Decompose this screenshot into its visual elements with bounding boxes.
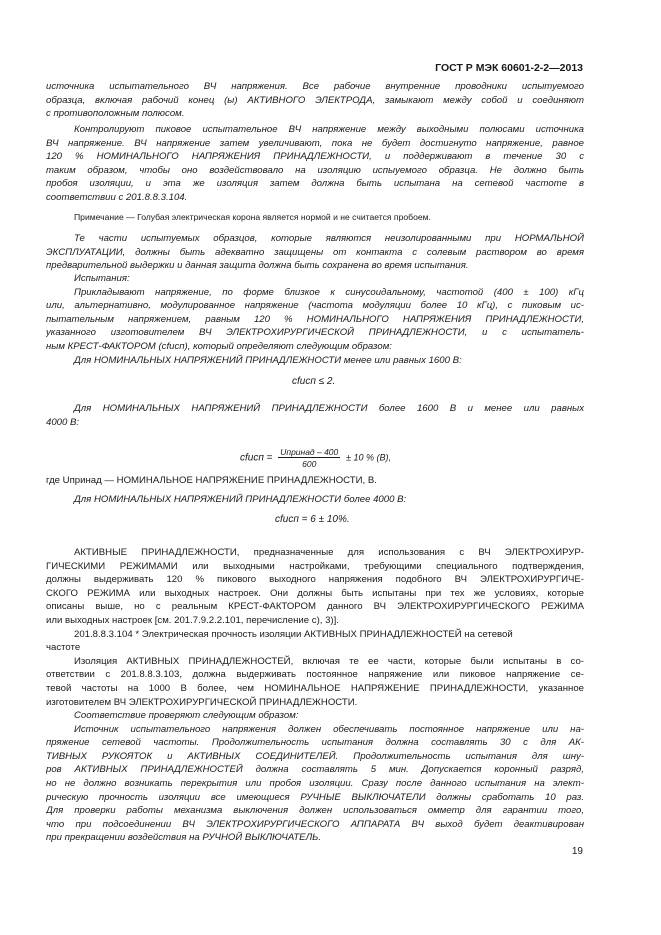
text-line: пытательным напряжением, равным 120 % НОМИНАЛЬНОГО НАПРЯЖЕНИЯ ПРИНАДЛЕЖНОСТИ,	[46, 313, 584, 325]
text-line: указанного изготовителем ВЧ ЭЛЕКТРОХИРУРГИЧЕСКОЙ ПРИНАДЛЕЖНОСТИ, и с испытатель-	[46, 327, 584, 339]
text-line: Контролируют пиковое испытательное ВЧ напряжение между выходными полюсами источника	[74, 124, 584, 135]
document-header: ГОСТ Р МЭК 60601-2-2—2013	[435, 62, 583, 74]
text-line: с противоположным полюсом.	[46, 108, 185, 120]
text-line: Прикладывают напряжение, по форме близкое к синусоидальному, частотой (400 ± 100) кГц	[74, 286, 584, 298]
page-number: 19	[571, 846, 583, 857]
text-line: ГИЧЕСКИМИ РЕЖИМАМИ или выходными настройками, требующими специального подтверждения,	[46, 560, 584, 572]
text-line: должны выдерживать 120 % пикового выходного напряжения подобного ВЧ ЭЛЕКТРОХИРУРГИЧЕ-	[46, 574, 584, 586]
text-line: предварительной выдержки и данная защита должна быть сохранена во время испытания.	[46, 260, 469, 272]
text-line: Испытания:	[74, 273, 130, 284]
formula-crest-factor-mid: cfисп = Uпринад – 400 600 ± 10 % (В),	[240, 447, 391, 469]
paragraph-tests	[46, 272, 584, 367]
paragraph-mid-range	[46, 402, 584, 429]
paragraph-active-accessories	[46, 546, 584, 709]
section-heading-201-8-8-3-104: 201.8.8.3.104 * Электрическая прочность изоляции АКТИВНЫХ ПРИНАДЛЕЖНОСТЕЙ на сетевой	[74, 628, 513, 640]
text-line: СКОГО РЕЖИМА или выходных настроек. Они должны быть испытаны при тех же условиях, которые	[46, 587, 584, 599]
text-line: что при подсоединении ВЧ ЭЛЕКТРОХИРУРГИЧЕСКОГО АППАРАТА ВЧ выход будет деактивирован	[46, 818, 584, 830]
text-line: ЭКСПЛУАТАЦИИ, должны быть адекватно защищены от контакта с солевым раствором во время	[46, 246, 584, 258]
text-line: Для проверки работы механизма выключения должен использоваться омметр для гарантии того,	[46, 805, 584, 817]
formula-legend: где Uпринад — НОМИНАЛЬНОЕ НАПРЯЖЕНИЕ ПРИНАДЛЕЖНОСТИ, В.	[46, 475, 377, 486]
text-line: рическую прочность изоляции все имеющиеся РУЧНЫЕ ВЫКЛЮЧАТЕЛИ должны сработать 10 раз.	[46, 791, 584, 803]
text-line: описаны выше, но с реальным КРЕСТ-ФАКТОРОМ данного ВЧ ЭЛЕКТРОХИРУРГИЧЕСКОГО РЕЖИМА	[46, 601, 584, 613]
formula-crest-factor-low: cfисп ≤ 2.	[292, 376, 336, 387]
paragraph-test-source	[46, 80, 584, 121]
text-line: Источник испытательного напряжения должен обеспечивать постоянное напряжение или на-	[74, 723, 584, 735]
paragraph-compliance	[46, 709, 584, 845]
text-line: источника испытательного ВЧ напряжения. Все рабочие внутренние проводники испытуемого	[46, 81, 584, 92]
text-line: ров АКТИВНЫХ ПРИНАДЛЕЖНОСТЕЙ должна составлять 5 мин. Допускается коронный разряд,	[46, 764, 584, 776]
formula-tail: ± 10 % (В),	[346, 452, 391, 463]
formula-denominator: 600	[302, 459, 317, 469]
text-line: изготовителем ВЧ ЭЛЕКТРОХИРУРГИЧЕСКОЙ ПРИНАДЛЕЖНОСТИ.	[46, 696, 358, 708]
paragraph-high-range	[46, 493, 584, 507]
text-line: пробоя изоляции, и эта же изоляция затем должна быть испытана на сетевой частоте в	[46, 178, 584, 190]
text-line: 120 % НОМИНАЛЬНОГО НАПРЯЖЕНИЯ ПРИНАДЛЕЖНОСТИ, и поддерживают в течение 30 с	[46, 151, 584, 163]
formula-numerator: Uпринад – 400	[280, 447, 339, 457]
text-line: частоте	[46, 642, 81, 654]
text-line: Для НОМИНАЛЬНЫХ НАПРЯЖЕНИЙ ПРИНАДЛЕЖНОСТИ более 4000 В:	[74, 494, 407, 505]
text-line: или, альтернативно, модулированное напряжение (частота модуляции более 10 кГц), с пиковым ис-	[46, 300, 584, 312]
note: Примечание — Голубая электрическая корона является нормой и не считается пробоем.	[74, 212, 431, 222]
formula-lhs: cfисп	[240, 452, 264, 464]
text-line: ТИВНЫХ РУКОЯТОК и АКТИВНЫХ СОЕДИНИТЕЛЕЙ. Продолжительность испытания для шну-	[46, 750, 584, 762]
text-line: Те части испытуемых образцов, которые являются неизолированными при НОРМАЛЬНОЙ	[74, 233, 584, 244]
text-line: соответствии с 201.8.8.3.104.	[46, 191, 188, 203]
text-line: 4000 В:	[46, 416, 80, 428]
text-line: Соответствие проверяют следующим образом:	[74, 710, 299, 721]
text-line: но не должно возникать перекрытия или пробоя изоляции. Сразу после данного испытания на элект-	[46, 777, 584, 789]
text-line: при прекращении воздействия на РУЧНОЙ ВЫКЛЮЧАТЕЛЬ.	[46, 832, 322, 844]
text-line: Изоляция АКТИВНЫХ ПРИНАДЛЕЖНОСТЕЙ, включая те ее части, которые были испытаны в со-	[74, 655, 584, 667]
text-line: тевой частоты на 1000 В более, чем НОМИНАЛЬНОЕ НАПРЯЖЕНИЕ ПРИНАДЛЕЖНОСТИ, указанное	[46, 682, 584, 694]
paragraph-exposed-parts	[46, 232, 584, 273]
text-line: ВЧ напряжение. ВЧ напряжение затем увеличивают, пока не будет достигнуто напряжение, равное	[46, 137, 584, 149]
text-line: Для НОМИНАЛЬНЫХ НАПРЯЖЕНИЙ ПРИНАДЛЕЖНОСТИ более 1600 В и менее или равных	[74, 403, 584, 414]
text-line: таким образом, чтобы оно воздействовало на изоляцию испыуемого образца. Не должно быть	[46, 164, 584, 176]
text-line: АКТИВНЫЕ ПРИНАДЛЕЖНОСТИ, предназначенные для использования с ВЧ ЭЛЕКТРОХИРУР-	[74, 547, 584, 558]
text-line: ным КРЕСТ-ФАКТОРОМ (cfисп), который определяют следующим образом:	[46, 340, 392, 352]
text-line: ответствии с 201.8.8.3.103, должна выдерживать постоянное напряжение или пиковое напряжение се-	[46, 669, 584, 681]
formula-fraction	[278, 447, 340, 469]
formula-crest-factor-high: cfисп = 6 ± 10%.	[275, 514, 350, 525]
text-line: образца, включая рабочий конец (ы) АКТИВНОГО ЭЛЕКТРОДА, замыкают между собой и соединяют	[46, 94, 584, 106]
text-line: или выходных настроек [см. 201.7.9.2.2.101, перечисление с), 3)].	[46, 614, 339, 626]
text-line: Для НОМИНАЛЬНЫХ НАПРЯЖЕНИЙ ПРИНАДЛЕЖНОСТИ менее или равных 1600 В:	[74, 354, 462, 366]
paragraph-peak-voltage	[46, 123, 584, 205]
text-line: пряжение сетевой частоты. Продолжительность испытания должна составлять 30 с для АК-	[46, 737, 584, 749]
